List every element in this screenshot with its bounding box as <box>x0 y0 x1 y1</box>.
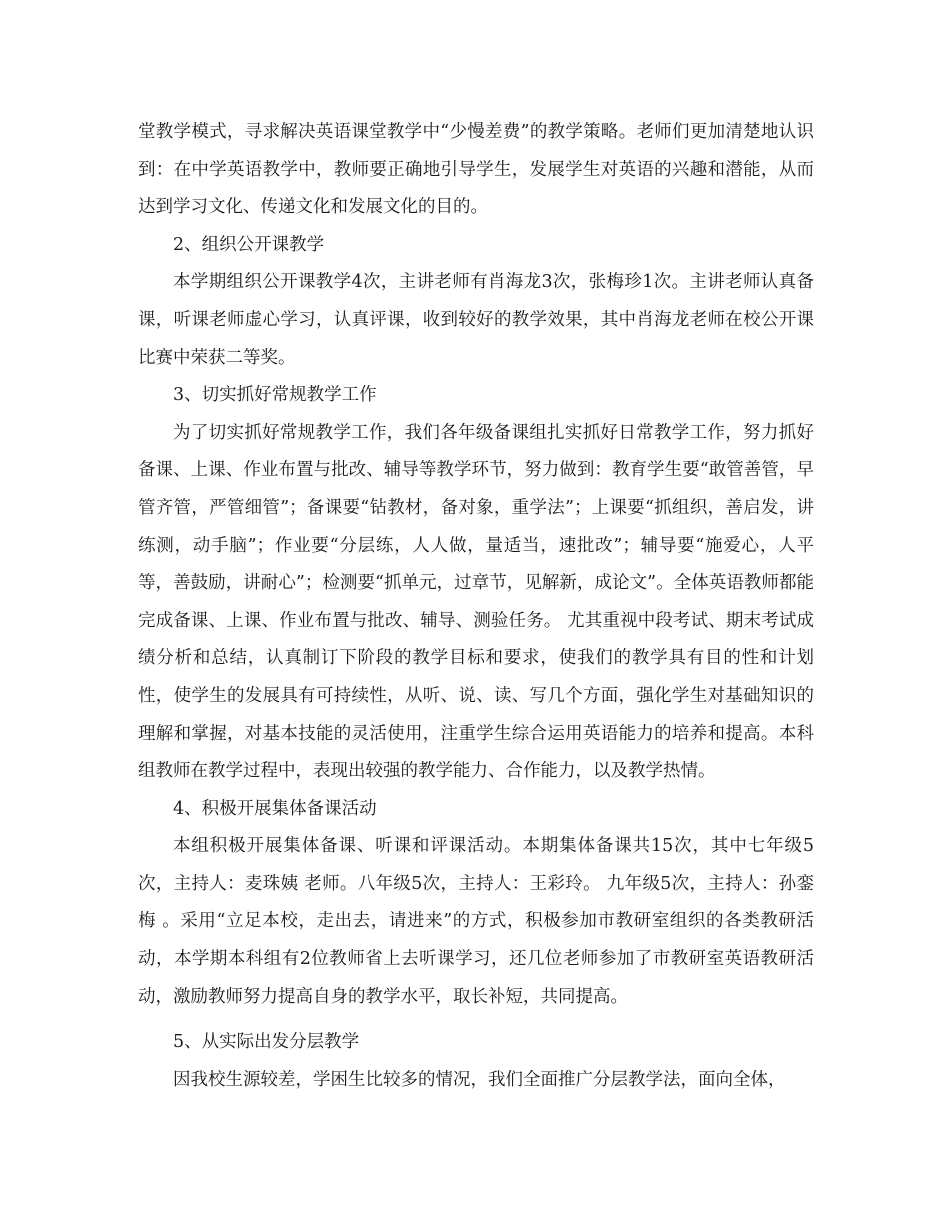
section-heading-4: 4、积极开展集体备课活动 <box>173 798 377 819</box>
paragraph-group-lesson-prep: 本组积极开展集体备课、听课和评课活动。本期集体备课共15次，其中七年级5次，主持人：麦珠姨 老师。八年级5次，主持人：王彩玲。 九年级5次，主持人：孙銮梅 。采用“立足本校，走出去，请进来”的方式，积极参加市教研室组织的各类教研活动，本学期本科组有2位教师省上去听课学习，还几位老师参加了市教研室英语教研活动，激励教师努力提高自身的教学水平，取长补短，共同提高。 <box>138 836 814 1007</box>
document-body <box>138 114 814 1099</box>
paragraph-routine-teaching: 为了切实抓好常规教学工作，我们各年级备课组扎实抓好日常教学工作，努力抓好备课、上课、作业布置与批改、辅导等教学环节，努力做到：教育学生要“敢管善管，早管齐管，严管细管”；备课要“钻教材，备对象，重学法”；上课要“抓组织，善启发，讲练测，动手脑”；作业要“分层练，人人做，量适当，速批改”；辅导要“施爱心，人平等，善鼓励，讲耐心”；检测要“抓单元，过章节，见解新，成论文”。全体英语教师都能完成备课、上课、作业布置与批改、辅导、测验任务。 尤其重视中段考试、期末考试成绩分析和总结，认真制订下阶段的教学目标和要求，使我们的教学具有目的性和计划性，使学生的发展具有可持续性，从听、说、读、写几个方面，强化学生对基础知识的理解和掌握，对基本技能的灵活使用，注重学生综合运用英语能力的培养和提高。本科组教师在教学过程中，表现出较强的教学能力、合作能力，以及教学热情。 <box>138 422 814 782</box>
paragraph-continued: 堂教学模式，寻求解决英语课堂教学中“少慢差费”的教学策略。老师们更加清楚地认识到：在中学英语教学中，教师要正确地引导学生，发展学生对英语的兴趣和潜能，从而达到学习文化、传递文化和发展文化的目的。 <box>138 122 814 218</box>
paragraph-layered-teaching: 因我校生源较差，学困生比较多的情况，我们全面推广分层教学法，面向全体， <box>173 1069 786 1090</box>
paragraph-open-class: 本学期组织公开课教学4次，主讲老师有肖海龙3次，张梅珍1次。主讲老师认真备课，听课老师虚心学习，认真评课，收到较好的教学效果，其中肖海龙老师在校公开课比赛中荣获二等奖。 <box>138 272 814 368</box>
section-heading-2: 2、组织公开课教学 <box>173 234 325 255</box>
section-heading-5: 5、从实际出发分层教学 <box>173 1032 360 1053</box>
section-heading-3: 3、切实抓好常规教学工作 <box>173 385 377 406</box>
